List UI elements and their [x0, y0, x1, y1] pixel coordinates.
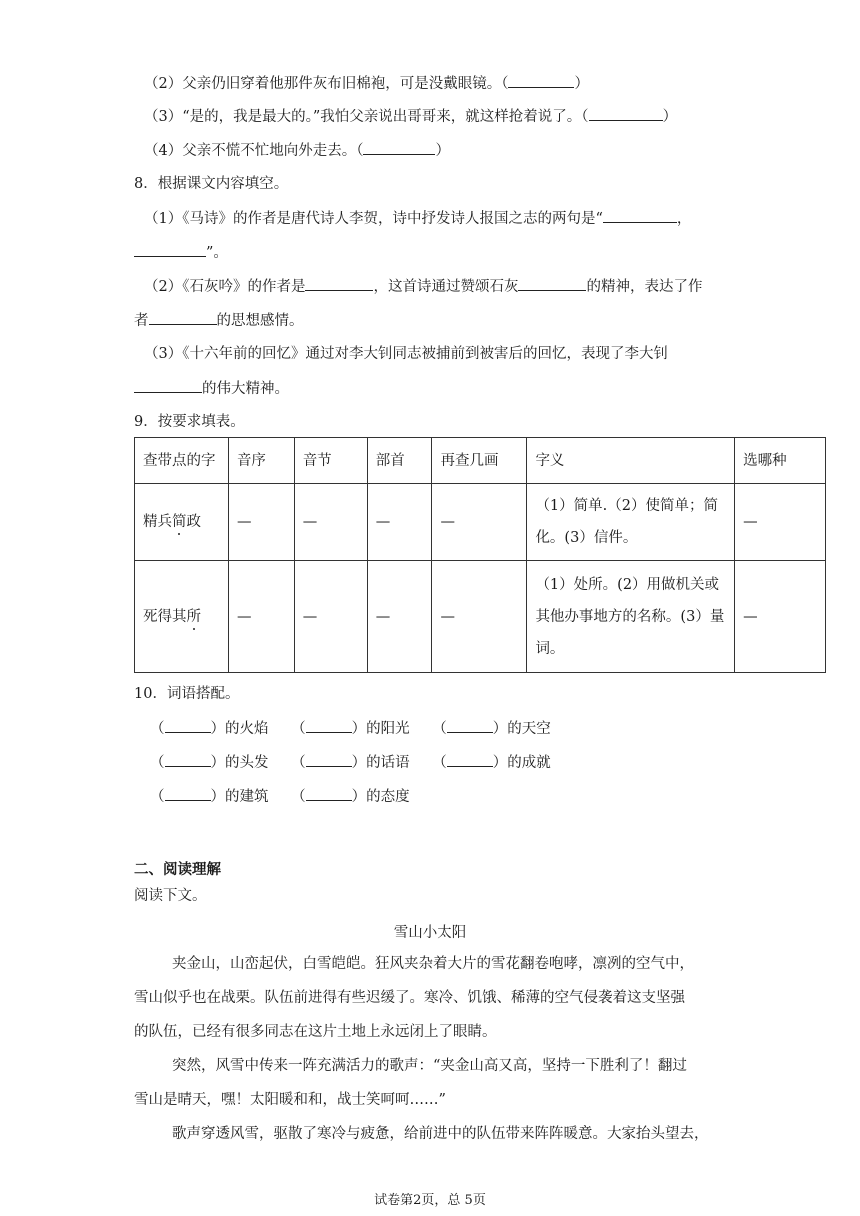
article-paragraph-line: 突然，风雪中传来一阵充满活力的歌声：“夹金山高又高，坚持一下胜利了！翻过 — [172, 1058, 687, 1074]
q8-item-1-line1: （1）《马诗》的作者是唐代诗人李贺，诗中抒发诗人报国之志的两句是“ ， — [144, 208, 691, 229]
matching-item: （ ）的火焰 — [150, 718, 269, 739]
table-row — [135, 484, 826, 561]
q8-item-3-line2: 的伟大精神。 — [134, 378, 289, 399]
matching-item: （ ）的成就 — [432, 752, 551, 773]
answer-cell[interactable]: — — [367, 561, 432, 673]
answer-cell[interactable]: — — [367, 484, 432, 561]
table-header-cell: 音节 — [294, 438, 367, 484]
article-title: 雪山小太阳 — [393, 925, 467, 941]
matching-item: （ ）的态度 — [291, 786, 410, 807]
table-header-cell: 查带点的字 — [135, 438, 229, 484]
matching-row — [150, 752, 569, 773]
answer-blank[interactable] — [305, 276, 373, 291]
answer-blank[interactable] — [447, 718, 493, 733]
answer-blank[interactable] — [134, 378, 202, 393]
answer-cell[interactable]: — — [432, 561, 527, 673]
table-header-row — [135, 438, 826, 484]
article-paragraph-line: 的队伍，已经有很多同志在这片土地上永远闭上了眼睛。 — [134, 1024, 497, 1040]
answer-blank[interactable] — [306, 786, 352, 801]
matching-item: （ ）的话语 — [291, 752, 410, 773]
meaning-cell: （1）处所。(2）用做机关或其他办事地方的名称。(3）量词。 — [527, 561, 735, 673]
q8-item-3-line1: （3）《十六年前的回忆》通过对李大钊同志被捕前到被害后的回忆，表现了李大钊 — [144, 346, 668, 362]
table-header-cell: 音序 — [228, 438, 294, 484]
q9-heading: 9．按要求填表。 — [134, 414, 245, 430]
matching-row — [150, 786, 428, 807]
answer-cell[interactable]: — — [228, 484, 294, 561]
answer-blank[interactable] — [165, 786, 211, 801]
table-word-cell: 死得其所 — [135, 561, 229, 673]
table-word-cell: 精兵简政 — [135, 484, 229, 561]
answer-cell[interactable]: — — [432, 484, 527, 561]
table-header-cell: 字义 — [527, 438, 735, 484]
article-paragraph-line: 夹金山，山峦起伏，白雪皑皑。狂风夹杂着大片的雪花翻卷咆哮，凛冽的空气中， — [172, 956, 694, 972]
answer-cell[interactable]: — — [735, 561, 826, 673]
meaning-cell: （1）简单.（2）使简单；简化。(3）信件。 — [527, 484, 735, 561]
article-paragraph-line: 雪山似乎也在战栗。队伍前进得有些迟缓了。寒冷、饥饿、稀薄的空气侵袭着这支坚强 — [134, 990, 685, 1006]
dictionary-table — [134, 437, 826, 673]
answer-blank[interactable] — [306, 718, 352, 733]
article-paragraph-line: 歌声穿透风雪，驱散了寒冷与疲惫，给前进中的队伍带来阵阵暖意。大家抬头望去， — [172, 1126, 709, 1142]
q7-item-2: （2）父亲仍旧穿着他那件灰布旧棉袍，可是没戴眼镜。（ ） — [144, 73, 589, 94]
answer-blank[interactable] — [518, 276, 586, 291]
matching-item: （ ）的建筑 — [150, 786, 269, 807]
dotted-char: 简 — [172, 514, 187, 530]
table-header-cell: 再查几画 — [432, 438, 527, 484]
matching-item: （ ）的天空 — [432, 718, 551, 739]
section-heading: 二、阅读理解 — [134, 861, 221, 878]
answer-blank[interactable] — [165, 752, 211, 767]
matching-row — [150, 718, 569, 739]
q8-item-2-line2: 者 的思想感情。 — [134, 310, 304, 331]
answer-blank[interactable] — [165, 718, 211, 733]
q7-item-3: （3）“是的，我是最大的。”我怕父亲说出哥哥来，就这样抢着说了。（ ） — [144, 106, 677, 127]
reading-instruction: 阅读下文。 — [134, 888, 207, 904]
answer-blank[interactable] — [447, 752, 493, 767]
answer-blank[interactable] — [363, 140, 435, 155]
answer-blank[interactable] — [603, 208, 677, 223]
dotted-char: 所 — [186, 608, 201, 625]
answer-blank[interactable] — [134, 242, 206, 257]
answer-blank[interactable] — [149, 310, 217, 325]
answer-cell[interactable]: — — [294, 561, 367, 673]
answer-blank[interactable] — [589, 106, 663, 121]
matching-item: （ ）的头发 — [150, 752, 269, 773]
answer-blank[interactable] — [306, 752, 352, 767]
matching-item: （ ）的阳光 — [291, 718, 410, 739]
q8-item-2-line1: （2）《石灰吟》的作者是 ，这首诗通过赞颂石灰 的精神，表达了作 — [144, 276, 702, 297]
answer-cell[interactable]: — — [735, 484, 826, 561]
q8-heading: 8．根据课文内容填空。 — [134, 176, 289, 192]
answer-blank[interactable] — [508, 73, 574, 88]
page-footer: 试卷第2页，总 5页 — [374, 1193, 486, 1208]
q7-item-4: （4）父亲不慌不忙地向外走去。（ ） — [144, 140, 450, 161]
table-header-cell: 选哪种 — [735, 438, 826, 484]
answer-cell[interactable]: — — [228, 561, 294, 673]
q8-item-1-line2: ”。 — [134, 242, 228, 263]
answer-cell[interactable]: — — [294, 484, 367, 561]
table-header-cell: 部首 — [367, 438, 432, 484]
article-paragraph-line: 雪山是晴天，嘿！太阳暖和和，战士笑呵呵……” — [134, 1092, 446, 1108]
table-row — [135, 561, 826, 673]
q10-heading: 10．词语搭配。 — [134, 686, 240, 702]
